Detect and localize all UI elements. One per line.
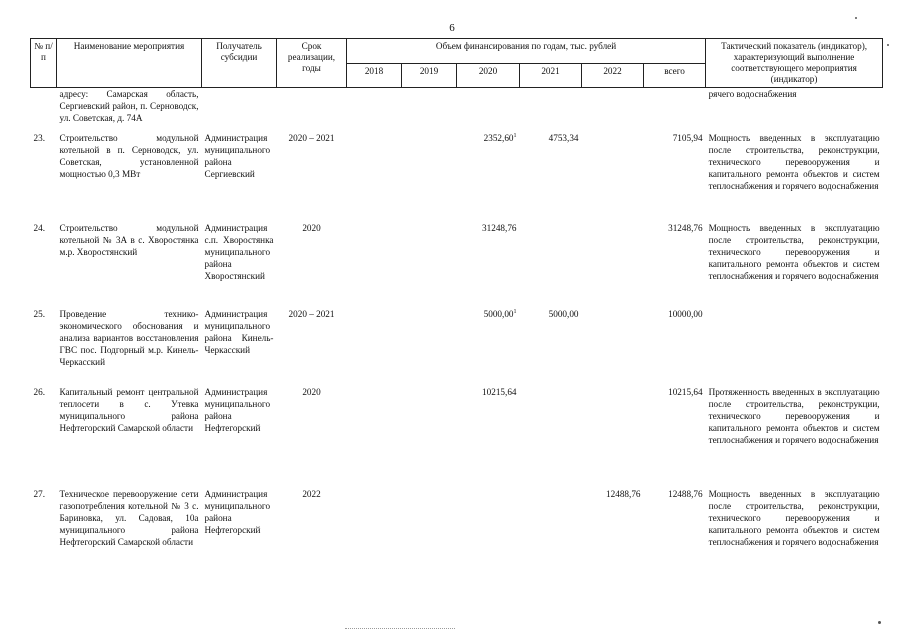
amount-2020 bbox=[457, 484, 520, 568]
recipient: Администрация муниципального района Кинель-Черкасский bbox=[204, 309, 274, 355]
recipient: Администрация муниципального района Нефтегорский bbox=[204, 489, 271, 535]
amount-2020: 5000,00$^1$ bbox=[483, 308, 517, 319]
amount-2019 bbox=[402, 304, 457, 382]
row-number: 26. bbox=[33, 387, 45, 397]
table-row-continuation bbox=[31, 88, 883, 129]
header-recipient: Получатель субсидии bbox=[202, 39, 277, 88]
activity-name: Техническое перевооружение сети газопотребления котельной № 3 с. Бариновка, ул. Садовая, 10а муниципального района Нефтегорский Самарской области bbox=[59, 489, 199, 547]
header-funding: Объем финансирования по годам, тыс. рублей bbox=[347, 39, 706, 64]
amount-2021: 4753,34 bbox=[548, 133, 579, 143]
table-header bbox=[31, 39, 883, 88]
table-row bbox=[31, 484, 883, 568]
header-total: всего bbox=[644, 63, 706, 88]
amount-2020: 2352,60$^1$ bbox=[483, 132, 517, 143]
table-row bbox=[31, 128, 883, 218]
continuation-indicator: рячего водоснабжения bbox=[708, 89, 797, 99]
scan-speck bbox=[887, 44, 889, 46]
activity-name: Капитальный ремонт центральной теплосети в с. Утевка муниципального района Нефтегорский Самарской области bbox=[59, 387, 199, 433]
activity-name: Проведение технико-экономического обоснования и анализа вариантов восстановления ГВС пос. Подгорный м.р. Кинель-Черкасский bbox=[59, 309, 199, 367]
indicator: Мощность введенных в эксплуатацию после строительства, реконструкции, технического перевооружения и капитального ремонта объектов и систем теплоснабжения и горячего водоснабжения bbox=[708, 489, 880, 547]
amount-total: 10000,00 bbox=[668, 309, 703, 319]
header-activity-name: Наименование мероприятия bbox=[57, 39, 202, 88]
period: 2020 bbox=[302, 223, 321, 233]
row-number: 25. bbox=[33, 309, 45, 319]
amount-2018 bbox=[347, 128, 402, 218]
header-year-2020: 2020 bbox=[457, 63, 520, 88]
footnote-mark: 1 bbox=[513, 308, 517, 315]
table-row bbox=[31, 218, 883, 304]
amount-2018 bbox=[347, 382, 402, 484]
amount-2020: 10215,64 bbox=[482, 387, 517, 397]
amount-2021 bbox=[520, 382, 582, 484]
recipient: Администрация муниципального района Нефтегорский bbox=[204, 387, 271, 433]
amount-2020: 31248,76 bbox=[482, 223, 517, 233]
recipient: Администрация муниципального района Сергиевский bbox=[204, 133, 271, 179]
amount-2018 bbox=[347, 218, 402, 304]
amount-2022: 12488,76 bbox=[606, 489, 641, 499]
header-year-2021: 2021 bbox=[520, 63, 582, 88]
period: 2022 bbox=[302, 489, 321, 499]
page-number: 6 bbox=[449, 22, 455, 34]
period: 2020 – 2021 bbox=[288, 133, 335, 143]
indicator: Протяженность введенных в эксплуатацию после строительства, реконструкции, технического перевооружения и капитального ремонта объектов и систем теплоснабжения и горячего водоснабжения bbox=[708, 387, 880, 445]
header-number: № п/п bbox=[31, 39, 57, 88]
header-year-2018: 2018 bbox=[347, 63, 402, 88]
amount-2018 bbox=[347, 304, 402, 382]
row-number: 27. bbox=[33, 489, 45, 499]
period: 2020 – 2021 bbox=[288, 309, 335, 319]
activity-name: Строительство модульной котельной в п. Серноводск, ул. Советская, установленной мощностью 0,3 МВт bbox=[59, 133, 199, 179]
indicator: Мощность введенных в эксплуатацию после строительства, реконструкции, технического перевооружения и капитального ремонта объектов и систем теплоснабжения и горячего водоснабжения bbox=[708, 223, 880, 281]
footnote-mark: 1 bbox=[513, 132, 517, 139]
activity-name: Строительство модульной котельной № 3А в с. Хворостянка м.р. Хворостянский bbox=[59, 223, 199, 257]
amount-2018 bbox=[347, 484, 402, 568]
header-year-2019: 2019 bbox=[402, 63, 457, 88]
amount-2021 bbox=[520, 484, 582, 568]
row-number: 23. bbox=[33, 133, 45, 143]
row-number: 24. bbox=[33, 223, 45, 233]
recipient: Администрация с.п. Хворостянка муниципального района Хворостянский bbox=[204, 223, 274, 281]
amount-2022 bbox=[582, 382, 644, 484]
amount-total: 10215,64 bbox=[668, 387, 703, 397]
amount-2022 bbox=[582, 218, 644, 304]
amount-2019 bbox=[402, 128, 457, 218]
header-period: Срок реализации, годы bbox=[277, 39, 347, 88]
indicator bbox=[706, 304, 883, 382]
amount-2021: 5000,00 bbox=[548, 309, 579, 319]
table-row bbox=[31, 382, 883, 484]
amount-2019 bbox=[402, 382, 457, 484]
continuation-name: адресу: Самарская область, Сергиевский район, п. Серноводск, ул. Советская, д. 74А bbox=[59, 89, 199, 123]
scan-speck bbox=[878, 621, 881, 624]
header-indicator: Тактический показатель (индикатор), характеризующий выполнение соответствующего мероприятия (индикатор) bbox=[706, 39, 883, 88]
amount-total: 31248,76 bbox=[668, 223, 703, 233]
amount-2021 bbox=[520, 218, 582, 304]
amount-2022 bbox=[582, 128, 644, 218]
amount-2022 bbox=[582, 304, 644, 382]
indicator: Мощность введенных в эксплуатацию после строительства, реконструкции, технического перевооружения и капитального ремонта объектов и систем теплоснабжения и горячего водоснабжения bbox=[708, 133, 880, 191]
scan-speck bbox=[855, 17, 857, 19]
amount-total: 7105,94 bbox=[672, 133, 703, 143]
amount-2019 bbox=[402, 218, 457, 304]
header-year-2022: 2022 bbox=[582, 63, 644, 88]
scan-smudge bbox=[345, 628, 455, 635]
period: 2020 bbox=[302, 387, 321, 397]
table-row bbox=[31, 304, 883, 382]
amount-2019 bbox=[402, 484, 457, 568]
amount-total: 12488,76 bbox=[668, 489, 703, 499]
funding-table bbox=[30, 38, 883, 568]
